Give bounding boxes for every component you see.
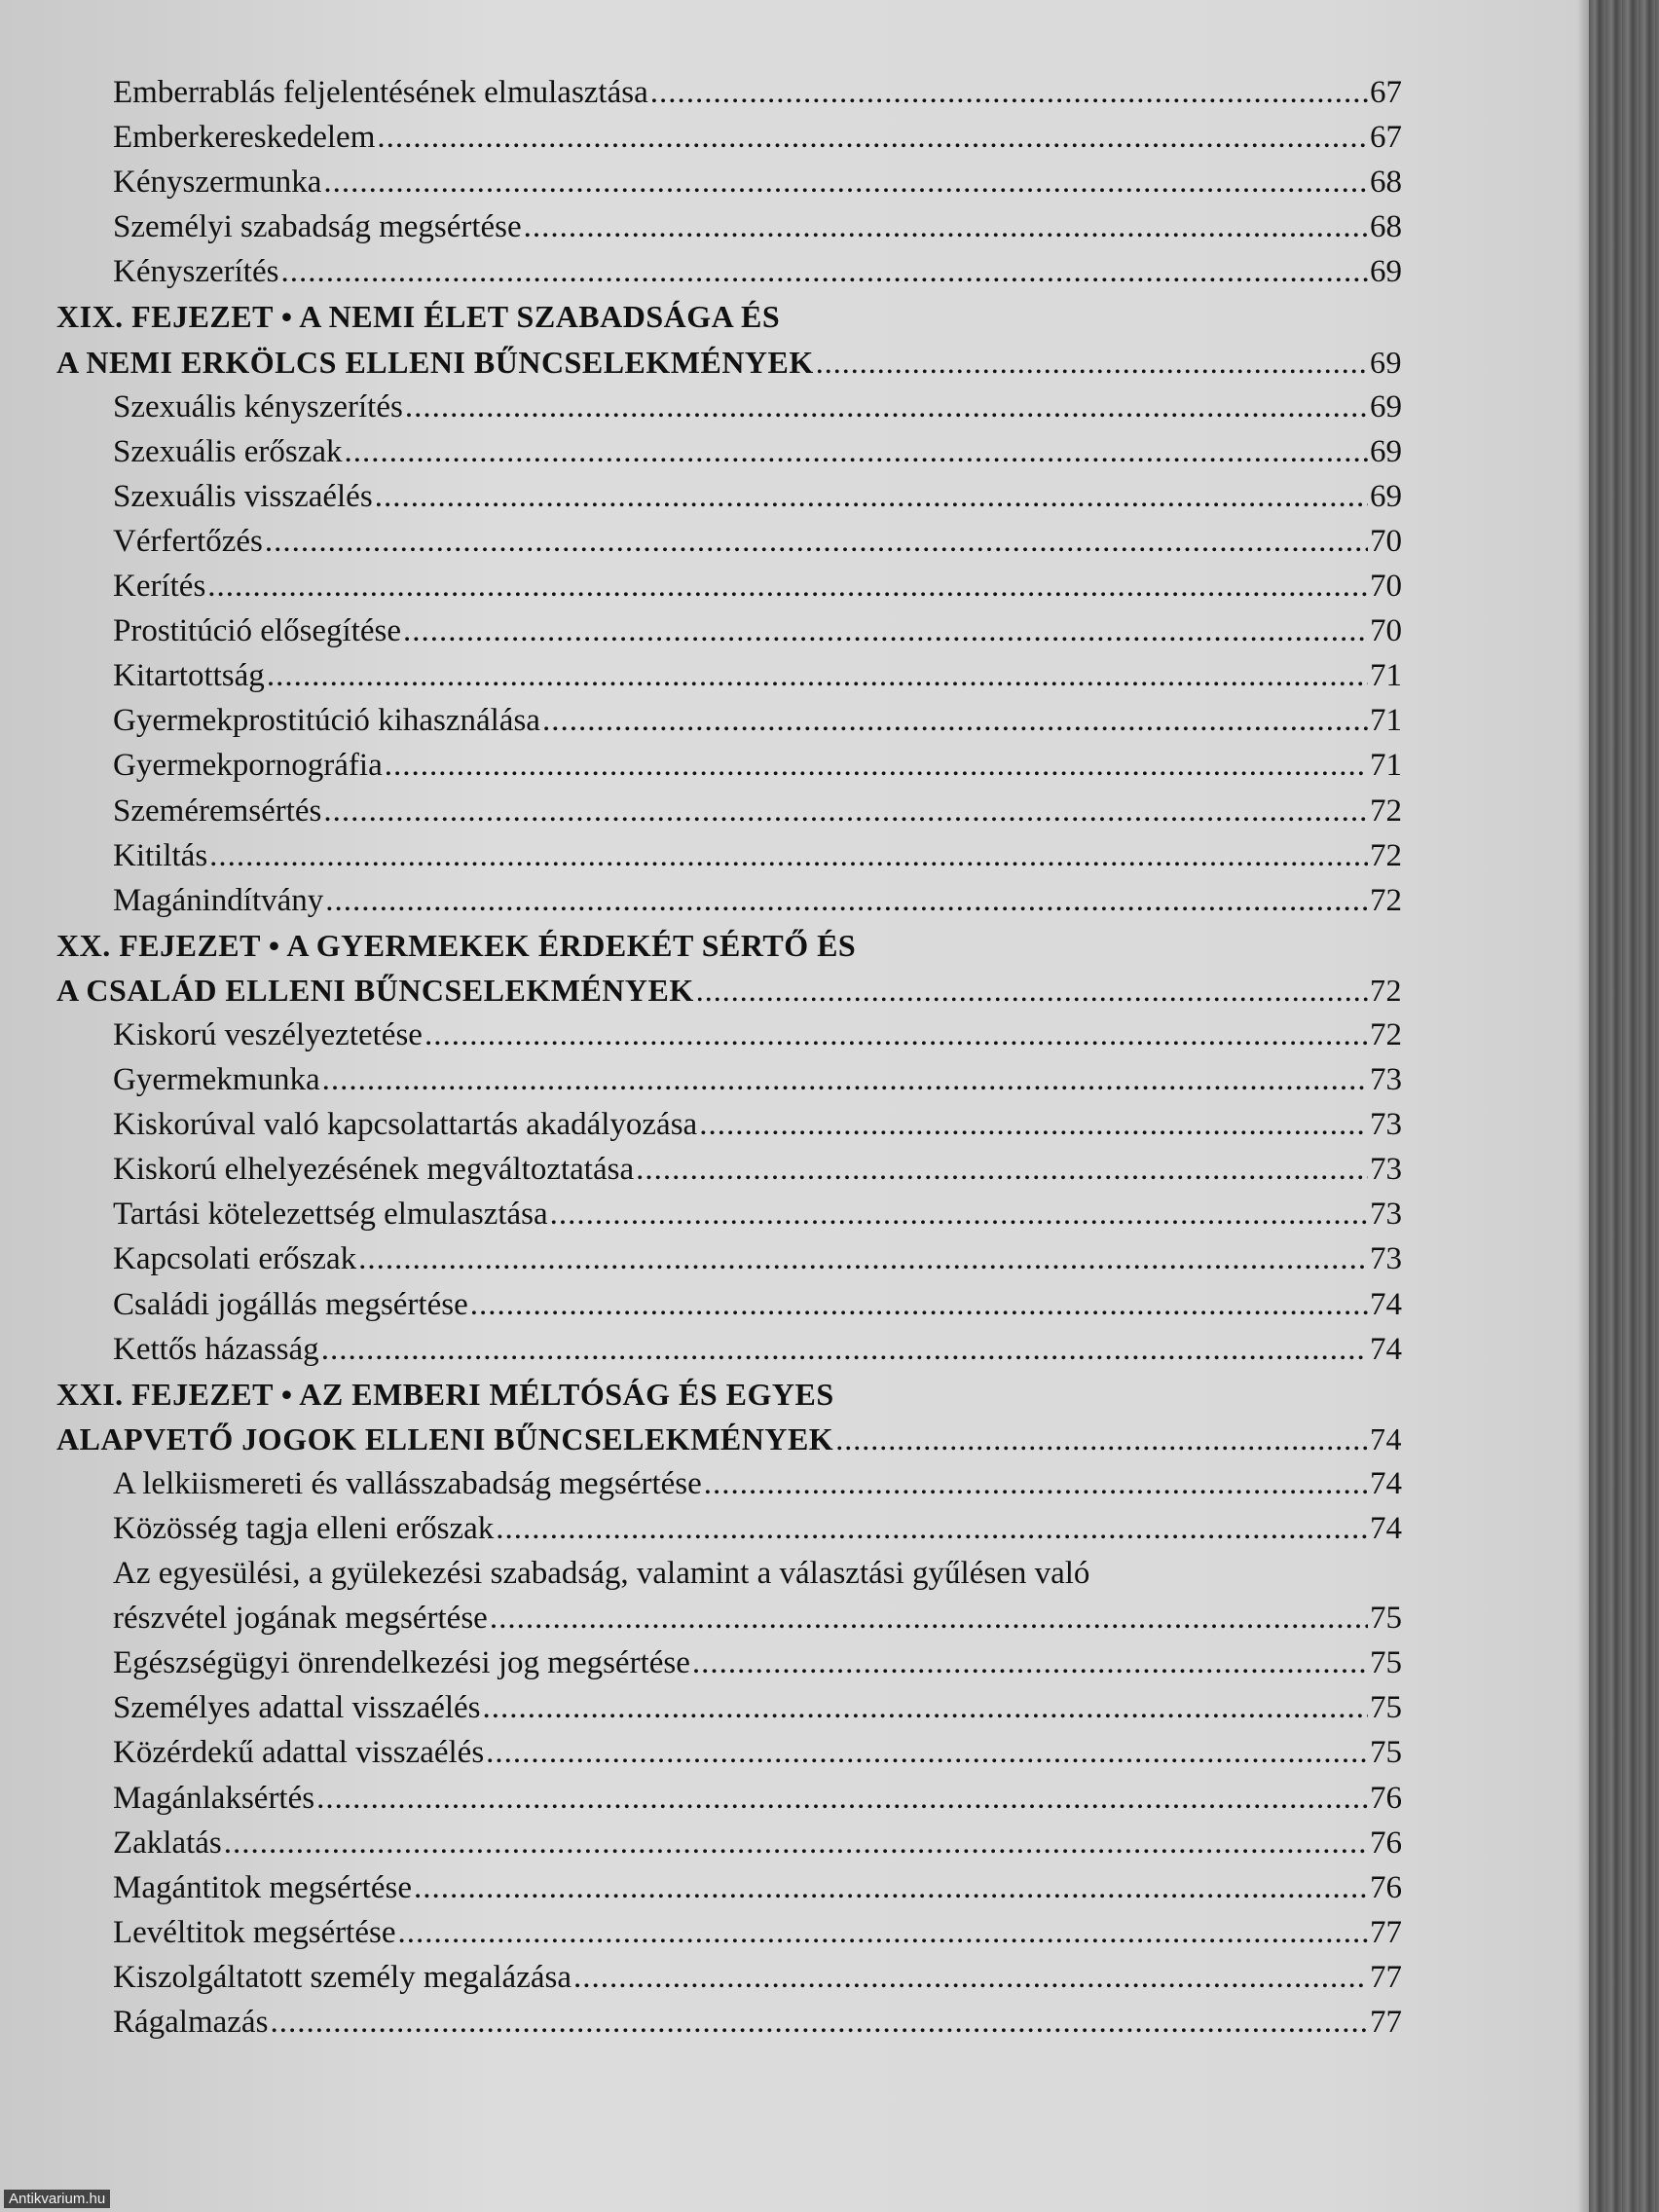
page-number: 70 [1370, 523, 1402, 559]
page-number: 75 [1370, 1601, 1402, 1637]
page-number: 70 [1370, 613, 1402, 649]
entry-title: Kitartottság [113, 658, 265, 694]
dot-leader [496, 1506, 1368, 1551]
entry-title: Kiskorúval való kapcsolattartás akadályozása [113, 1107, 698, 1143]
toc-entry [0, 1192, 1402, 1236]
entry-title: Magánlaksértés [113, 1780, 315, 1816]
dot-leader [699, 1102, 1368, 1147]
toc-entry [0, 70, 1402, 115]
toc-entry [0, 160, 1402, 204]
entry-title: Emberrablás feljelentésének elmulasztása [113, 75, 648, 110]
toc-entry [0, 1730, 1402, 1775]
entry-title: XXI. FEJEZET • AZ EMBERI MÉLTÓSÁG ÉS EGYES [56, 1376, 834, 1412]
entry-title: Személyi szabadság megsértése [113, 209, 522, 245]
toc-entry [0, 1685, 1402, 1730]
dot-leader [321, 1327, 1368, 1372]
page-number: 72 [1370, 882, 1402, 918]
toc-entry [0, 1147, 1402, 1192]
entry-title: Szexuális kényszerítés [113, 388, 403, 424]
dot-leader [704, 1461, 1368, 1506]
toc-entry [0, 1057, 1402, 1102]
dot-leader [280, 249, 1368, 294]
entry-title: Tartási kötelezettség elmulasztása [113, 1197, 548, 1233]
page-number: 71 [1370, 748, 1402, 784]
entry-title: Közösség tagja elleni erőszak [113, 1511, 495, 1546]
page-number: 69 [1370, 478, 1402, 514]
entry-title: Magántitok megsértése [113, 1869, 412, 1905]
toc-entry [0, 2000, 1402, 2045]
dot-leader [692, 1641, 1368, 1685]
entry-title: A lelkiismereti és vallásszabadság megsértése [113, 1465, 702, 1501]
chapter-heading [0, 340, 1402, 385]
page-number: 77 [1370, 1914, 1402, 1950]
entry-title: Szexuális erőszak [113, 433, 343, 469]
toc-entry [0, 1236, 1402, 1281]
page-number: 69 [1370, 344, 1402, 380]
toc-entry [0, 1102, 1402, 1147]
dot-leader [636, 1147, 1368, 1192]
toc-entry [0, 1910, 1402, 1955]
page-number: 77 [1370, 2005, 1402, 2041]
dot-leader [405, 385, 1368, 429]
dot-leader [414, 1865, 1368, 1910]
entry-title: Magánindítvány [113, 882, 324, 918]
entry-title: Vérfertőzés [113, 523, 263, 559]
entry-title: Gyermekpornográfia [113, 748, 383, 784]
entry-title: Az egyesülési, a gyülekezési szabadság, valamint a választási gyűlésen való [113, 1556, 1090, 1592]
dot-leader [490, 1596, 1368, 1641]
chapter-heading [0, 923, 1402, 968]
page-number: 74 [1370, 1511, 1402, 1546]
dot-leader [573, 1955, 1368, 2000]
page-number: 75 [1370, 1690, 1402, 1726]
entry-title: Prostitúció elősegítése [113, 613, 402, 649]
page-number: 72 [1370, 972, 1402, 1008]
dot-leader [270, 2000, 1368, 2045]
page-number: 67 [1370, 75, 1402, 110]
entry-title: Közérdekű adattal visszaélés [113, 1735, 485, 1771]
entry-title: ALAPVETŐ JOGOK ELLENI BŰNCSELEKMÉNYEK [56, 1420, 834, 1456]
page-number: 74 [1370, 1420, 1402, 1456]
toc-entry [0, 474, 1402, 519]
dot-leader [696, 968, 1368, 1013]
entry-title: Kényszermunka [113, 165, 322, 201]
page-number: 73 [1370, 1241, 1402, 1277]
page-number: 68 [1370, 209, 1402, 245]
entry-title: Kiskorú elhelyezésének megváltoztatása [113, 1152, 635, 1188]
entry-title: Szexuális visszaélés [113, 478, 373, 514]
toc-entry [0, 1865, 1402, 1910]
dot-leader [207, 564, 1368, 608]
toc-entry [0, 1596, 1402, 1641]
toc-entry [0, 698, 1402, 743]
page-number: 73 [1370, 1197, 1402, 1233]
table-of-contents [0, 70, 1402, 2045]
page-number: 75 [1370, 1735, 1402, 1771]
toc-entry [0, 1821, 1402, 1865]
toc-entry [0, 878, 1402, 923]
page-number: 73 [1370, 1062, 1402, 1098]
dot-leader [316, 1776, 1368, 1821]
entry-title: részvétel jogának megsértése [113, 1601, 488, 1637]
entry-title: Egészségügyi önrendelkezési jog megsértése [113, 1645, 690, 1681]
entry-title: Zaklatás [113, 1825, 222, 1861]
dot-leader [403, 608, 1368, 653]
entry-title: XIX. FEJEZET • A NEMI ÉLET SZABADSÁGA ÉS [56, 299, 781, 335]
page-number: 70 [1370, 569, 1402, 605]
page-number: 68 [1370, 165, 1402, 201]
page-number: 69 [1370, 254, 1402, 290]
entry-title: XX. FEJEZET • A GYERMEKEK ÉRDEKÉT SÉRTŐ ÉS [56, 927, 857, 963]
page-number: 76 [1370, 1825, 1402, 1861]
entry-title: Kiskorú veszélyeztetése [113, 1016, 423, 1052]
page-number: 74 [1370, 1286, 1402, 1322]
page-number: 67 [1370, 120, 1402, 156]
page-number: 71 [1370, 703, 1402, 739]
dot-leader [322, 1057, 1368, 1102]
dot-leader [345, 429, 1369, 474]
page-number: 76 [1370, 1869, 1402, 1905]
chapter-heading [0, 1372, 1402, 1417]
chapter-heading [0, 1417, 1402, 1461]
dot-leader [650, 70, 1368, 115]
page-number: 73 [1370, 1152, 1402, 1188]
dot-leader [375, 474, 1368, 519]
dot-leader [358, 1236, 1368, 1281]
entry-title: Személyes adattal visszaélés [113, 1690, 481, 1726]
page-number: 72 [1370, 837, 1402, 873]
toc-entry [0, 385, 1402, 429]
page-number: 77 [1370, 1959, 1402, 1995]
book-spine [1589, 0, 1659, 2212]
entry-title: Levéltitok megsértése [113, 1914, 396, 1950]
watermark: Antikvarium.hu [4, 2190, 110, 2208]
toc-entry [0, 1282, 1402, 1327]
page-number: 74 [1370, 1331, 1402, 1367]
entry-title: Szeméremsértés [113, 793, 322, 829]
entry-title: Rágalmazás [113, 2005, 269, 2041]
toc-entry [0, 833, 1402, 878]
dot-leader [265, 519, 1368, 564]
entry-title: Kerítés [113, 569, 206, 605]
entry-title: Kapcsolati erőszak [113, 1241, 357, 1277]
chapter-heading [0, 294, 1402, 339]
dot-leader [397, 1910, 1368, 1955]
entry-title: Kényszerítés [113, 254, 279, 290]
toc-entry [0, 429, 1402, 474]
toc-entry [0, 249, 1402, 294]
entry-title: Gyermekmunka [113, 1062, 320, 1098]
dot-leader [550, 1192, 1368, 1236]
toc-entry [0, 1955, 1402, 2000]
page-number: 75 [1370, 1645, 1402, 1681]
toc-entry [0, 608, 1402, 653]
entry-title: A CSALÁD ELLENI BŰNCSELEKMÉNYEK [56, 972, 694, 1008]
page-number: 72 [1370, 793, 1402, 829]
toc-entry [0, 1776, 1402, 1821]
entry-title: Emberkereskedelem [113, 120, 376, 156]
dot-leader [267, 653, 1368, 698]
toc-entry [0, 743, 1402, 788]
dot-leader [385, 743, 1368, 788]
toc-entry [0, 204, 1402, 249]
dot-leader [209, 833, 1368, 878]
toc-entry [0, 519, 1402, 564]
dot-leader [483, 1685, 1368, 1730]
dot-leader [524, 204, 1368, 249]
toc-entry [0, 1506, 1402, 1551]
entry-title: Családi jogállás megsértése [113, 1286, 468, 1322]
dot-leader [835, 1417, 1368, 1461]
toc-entry [0, 653, 1402, 698]
toc-entry [0, 789, 1402, 833]
dot-leader [323, 789, 1368, 833]
dot-leader [542, 698, 1368, 743]
dot-leader [224, 1821, 1368, 1865]
dot-leader [470, 1282, 1368, 1327]
dot-leader [816, 340, 1368, 385]
dot-leader [325, 878, 1368, 923]
toc-entry [0, 115, 1402, 160]
page-number: 76 [1370, 1780, 1402, 1816]
dot-leader [323, 160, 1368, 204]
toc-entry [0, 1461, 1402, 1506]
toc-entry [0, 1013, 1402, 1057]
dot-leader [486, 1730, 1368, 1775]
toc-entry [0, 1641, 1402, 1685]
page-number: 69 [1370, 433, 1402, 469]
dot-leader [424, 1013, 1368, 1057]
entry-title: Gyermekprostitúció kihasználása [113, 703, 540, 739]
entry-title: Kettős házasság [113, 1331, 319, 1367]
toc-entry [0, 564, 1402, 608]
toc-entry [0, 1327, 1402, 1372]
page-number: 71 [1370, 658, 1402, 694]
page-number: 72 [1370, 1016, 1402, 1052]
entry-title: A NEMI ERKÖLCS ELLENI BŰNCSELEKMÉNYEK [56, 344, 814, 380]
page-number: 69 [1370, 388, 1402, 424]
toc-entry [0, 1551, 1402, 1596]
page-number: 73 [1370, 1107, 1402, 1143]
dot-leader [377, 115, 1368, 160]
entry-title: Kitiltás [113, 837, 208, 873]
chapter-heading [0, 968, 1402, 1013]
page-number: 74 [1370, 1465, 1402, 1501]
entry-title: Kiszolgáltatott személy megalázása [113, 1959, 571, 1995]
